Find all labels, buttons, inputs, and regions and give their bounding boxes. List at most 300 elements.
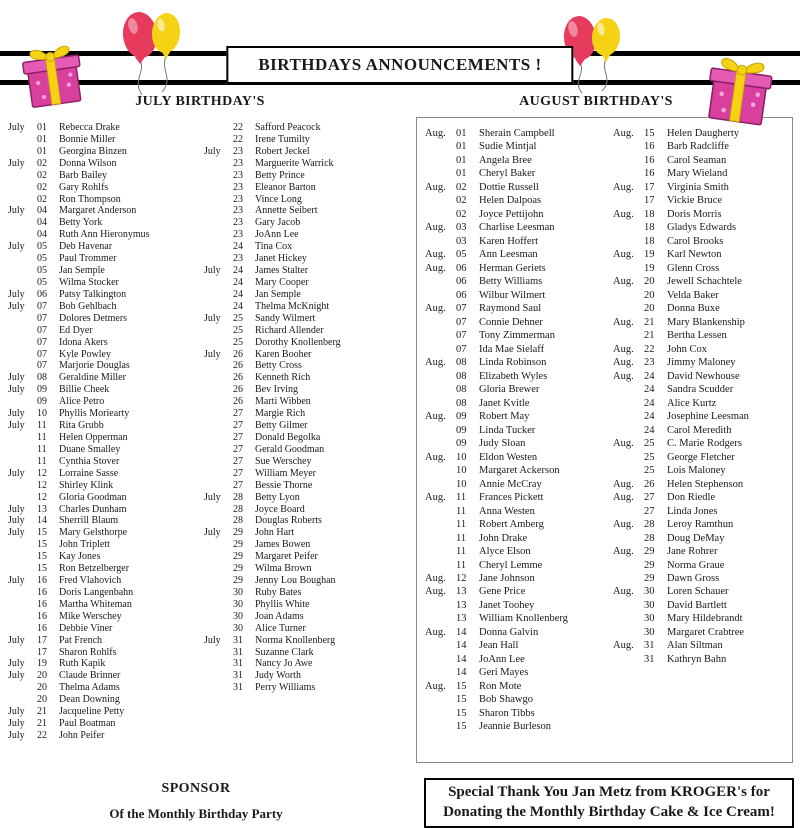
month-label — [425, 518, 456, 531]
month-label — [8, 146, 37, 158]
birthday-row — [425, 707, 607, 720]
birthday-row — [425, 235, 607, 248]
day-label: 29 — [233, 527, 243, 539]
month-label — [425, 208, 456, 221]
august-list-column-1 — [425, 127, 607, 734]
month-label — [613, 167, 644, 180]
day-label: 30 — [644, 599, 655, 611]
day-label: 11 — [37, 420, 47, 432]
name-label: Fred Vlahovich — [59, 575, 122, 587]
month-label: July — [8, 515, 25, 527]
month-label — [204, 623, 233, 635]
name-label: Linda Robinson — [479, 357, 547, 369]
name-label: Ed Dyer — [59, 324, 93, 336]
name-label: Sharon Tibbs — [479, 707, 535, 719]
birthday-row — [8, 670, 202, 682]
day-label: 31 — [233, 634, 243, 646]
birthday-row — [613, 532, 789, 545]
day-label: 23 — [233, 181, 243, 193]
month-label — [425, 666, 456, 679]
month-label — [8, 647, 37, 659]
name-label: Ron Thompson — [59, 193, 121, 205]
birthday-row — [425, 343, 607, 356]
name-label: Helen Stephenson — [667, 478, 744, 490]
birthday-row — [204, 384, 402, 396]
birthday-row — [613, 518, 789, 531]
birthday-row — [613, 221, 789, 234]
name-label: Barb Radcliffe — [667, 141, 729, 153]
birthday-row — [204, 658, 402, 670]
birthday-row — [8, 289, 202, 301]
birthday-row — [8, 325, 202, 337]
day-label: 22 — [644, 343, 655, 355]
name-label: Raymond Saul — [479, 303, 542, 315]
name-label: John Hart — [255, 527, 295, 539]
day-label: 02 — [37, 181, 47, 193]
month-label: July — [8, 300, 25, 312]
birthday-row — [425, 612, 607, 625]
name-label: Norma Knollenberg — [255, 634, 336, 646]
birthday-row — [613, 626, 789, 639]
name-label: Virginia Smith — [667, 181, 729, 193]
name-label: John Peifer — [59, 730, 105, 742]
month-label: July — [8, 157, 25, 169]
name-label: Ann Leesman — [479, 249, 538, 261]
month-label — [204, 217, 233, 229]
month-label — [204, 253, 233, 265]
day-label: 20 — [37, 694, 47, 706]
birthday-row — [204, 205, 402, 217]
birthday-row — [204, 396, 402, 408]
birthday-row — [425, 383, 607, 396]
day-label: 29 — [644, 572, 655, 584]
day-label: 11 — [456, 492, 467, 504]
month-label — [204, 658, 233, 670]
month-label: Aug. — [425, 128, 446, 139]
birthday-row — [425, 302, 607, 315]
month-label — [425, 316, 456, 329]
name-label: Helen Dalpoas — [479, 195, 542, 207]
day-label: 06 — [37, 288, 47, 300]
day-label: 07 — [37, 336, 47, 348]
birthday-row — [8, 563, 202, 575]
birthday-row — [204, 635, 402, 647]
birthday-row — [204, 611, 402, 623]
day-label: 16 — [37, 622, 47, 634]
name-label: Josephine Leesman — [667, 411, 749, 423]
name-label: Norma Graue — [667, 559, 725, 571]
birthday-row — [8, 313, 202, 325]
name-label: Safford Peacock — [255, 122, 321, 133]
birthday-row — [613, 383, 789, 396]
name-label: Sandy Wilmert — [255, 312, 316, 324]
birthday-row — [204, 515, 402, 527]
birthday-row — [8, 170, 202, 182]
day-label: 03 — [456, 222, 467, 234]
day-label: 11 — [456, 505, 467, 517]
birthday-row — [8, 253, 202, 265]
day-label: 24 — [644, 370, 655, 382]
month-label — [613, 329, 644, 342]
birthday-row — [8, 480, 202, 492]
month-label — [204, 468, 233, 480]
month-label — [204, 408, 233, 420]
name-label: Margaret Crabtree — [667, 626, 745, 638]
name-label: Charlise Leesman — [479, 222, 555, 234]
month-label — [8, 611, 37, 623]
month-label: Aug. — [425, 411, 446, 423]
month-label: July — [8, 730, 25, 742]
name-label: Sherain Campbell — [479, 128, 555, 139]
day-label: 19 — [644, 249, 655, 261]
month-label — [425, 599, 456, 612]
birthday-row — [204, 229, 402, 241]
day-label: 23 — [233, 145, 243, 157]
month-label — [204, 599, 233, 611]
month-label — [613, 140, 644, 153]
name-label: Sherrill Blaum — [59, 515, 119, 527]
month-label — [425, 559, 456, 572]
day-label: 17 — [644, 195, 655, 207]
name-label: Eldon Westen — [479, 451, 538, 463]
birthday-row — [8, 146, 202, 158]
month-label — [204, 515, 233, 527]
month-label — [8, 313, 37, 325]
birthday-row — [425, 585, 607, 598]
name-label: Douglas Roberts — [255, 515, 322, 527]
birthday-row — [613, 545, 789, 558]
name-label: Marguerite Warrick — [255, 157, 334, 169]
name-label: Alyce Elson — [479, 546, 531, 558]
day-label: 15 — [37, 539, 47, 551]
name-label: Kathryn Bahn — [667, 653, 727, 665]
month-label: Aug. — [613, 249, 634, 261]
month-label — [8, 444, 37, 456]
birthday-row — [613, 194, 789, 207]
birthday-row — [8, 468, 202, 480]
day-label: 29 — [644, 546, 655, 558]
day-label: 29 — [644, 559, 655, 571]
month-label — [425, 437, 456, 450]
name-label: Ruth Kapik — [59, 658, 106, 670]
day-label: 19 — [37, 658, 47, 670]
day-label: 16 — [37, 610, 47, 622]
month-label — [204, 647, 233, 659]
day-label: 02 — [456, 195, 467, 207]
month-label — [8, 682, 37, 694]
day-label: 25 — [644, 465, 655, 477]
name-label: Claude Brinner — [59, 670, 121, 682]
day-label: 23 — [233, 229, 243, 241]
name-label: Loren Schauer — [667, 586, 729, 598]
day-label: 06 — [456, 276, 467, 288]
birthday-row — [613, 491, 789, 504]
month-label — [204, 360, 233, 372]
month-label: July — [8, 372, 25, 384]
name-label: Charles Dunham — [59, 503, 127, 515]
name-label: Bessie Thorne — [255, 479, 313, 491]
day-label: 27 — [233, 467, 243, 479]
month-label: Aug. — [613, 357, 634, 369]
name-label: Alice Turner — [255, 622, 306, 634]
name-label: Bev Irving — [255, 384, 299, 396]
name-label: Phyllis Moriearty — [59, 408, 130, 420]
day-label: 07 — [37, 300, 47, 312]
birthday-row — [425, 194, 607, 207]
day-label: 04 — [37, 205, 47, 217]
day-label: 13 — [456, 599, 467, 611]
birthday-row — [204, 527, 402, 539]
birthday-row — [8, 229, 202, 241]
month-label — [425, 397, 456, 410]
name-label: Mary Wieland — [667, 168, 728, 180]
month-label: Aug. — [425, 492, 446, 504]
birthday-row — [204, 551, 402, 563]
month-label — [204, 670, 233, 682]
month-label: Aug. — [613, 546, 634, 558]
day-label: 24 — [644, 424, 655, 436]
birthday-row — [425, 505, 607, 518]
birthday-row — [425, 693, 607, 706]
name-label: Margie Rich — [255, 408, 306, 420]
birthday-row — [425, 666, 607, 679]
name-label: Gene Price — [479, 586, 526, 598]
birthday-row — [613, 424, 789, 437]
name-label: Nancy Jo Awe — [255, 658, 313, 670]
month-label — [425, 639, 456, 652]
month-label — [8, 599, 37, 611]
birthday-row — [204, 158, 402, 170]
day-label: 01 — [456, 168, 467, 180]
month-label — [204, 158, 233, 170]
birthday-row — [8, 706, 202, 718]
month-label — [613, 154, 644, 167]
day-label: 27 — [233, 431, 243, 443]
name-label: Janet Kvitle — [479, 397, 530, 409]
month-label: Aug. — [425, 451, 446, 463]
month-label — [204, 301, 233, 313]
birthday-row — [425, 127, 607, 140]
month-label — [613, 194, 644, 207]
name-label: Sandra Scudder — [667, 384, 734, 396]
day-label: 26 — [233, 348, 243, 360]
day-label: 16 — [37, 598, 47, 610]
birthday-row — [425, 599, 607, 612]
name-label: Donald Begolka — [255, 431, 321, 443]
day-label: 31 — [644, 640, 655, 652]
birthday-row — [8, 408, 202, 420]
name-label: Robert Jeckel — [255, 145, 310, 157]
name-label: Angela Bree — [479, 154, 532, 166]
sponsor-block — [36, 781, 356, 822]
day-label: 21 — [37, 706, 47, 718]
day-label: 07 — [37, 324, 47, 336]
birthday-row — [613, 181, 789, 194]
birthday-row — [613, 235, 789, 248]
month-label — [425, 383, 456, 396]
name-label: Gloria Goodman — [59, 491, 127, 503]
day-label: 09 — [37, 384, 47, 396]
day-label: 08 — [456, 357, 467, 369]
month-label: July — [8, 420, 25, 432]
sponsor-title: SPONSOR — [161, 781, 231, 796]
month-label — [425, 167, 456, 180]
month-label: Aug. — [425, 586, 446, 598]
name-label: JoAnn Lee — [479, 653, 525, 665]
name-label: Kyle Powley — [59, 348, 111, 360]
birthday-row — [8, 301, 202, 313]
birthday-row — [204, 432, 402, 444]
day-label: 30 — [233, 586, 243, 598]
name-label: Cynthia Stover — [59, 455, 120, 467]
day-label: 11 — [456, 559, 467, 571]
day-label: 24 — [233, 265, 243, 277]
birthday-row — [425, 181, 607, 194]
name-label: James Stalter — [255, 265, 309, 277]
name-label: Duane Smalley — [59, 443, 121, 455]
birthday-row — [613, 140, 789, 153]
day-label: 26 — [233, 396, 243, 408]
month-label: Aug. — [613, 640, 634, 652]
month-label: Aug. — [613, 492, 634, 504]
day-label: 12 — [37, 467, 47, 479]
name-label: Annie McCray — [479, 478, 542, 490]
name-label: Lorraine Sasse — [59, 467, 119, 479]
month-label — [204, 432, 233, 444]
month-label — [204, 122, 233, 134]
month-label — [204, 563, 233, 575]
month-label — [8, 194, 37, 206]
name-label: Mary Cooper — [255, 276, 309, 288]
month-label — [204, 420, 233, 432]
birthday-row — [204, 682, 402, 694]
month-label: July — [204, 312, 221, 324]
day-label: 15 — [456, 721, 467, 733]
birthday-row — [8, 515, 202, 527]
birthday-row — [425, 491, 607, 504]
month-label — [613, 397, 644, 410]
name-label: Alan Siltman — [667, 640, 723, 652]
birthday-row — [8, 611, 202, 623]
month-label — [613, 383, 644, 396]
day-label: 15 — [37, 563, 47, 575]
name-label: Debbie Viner — [59, 622, 113, 634]
birthday-row — [425, 154, 607, 167]
day-label: 16 — [644, 141, 655, 153]
balloons-icon — [116, 2, 188, 102]
thank-you-line-2: Donating the Monthly Birthday Cake & Ice Cream! — [443, 803, 775, 820]
day-label: 23 — [233, 205, 243, 217]
day-label: 27 — [233, 408, 243, 420]
month-label — [613, 262, 644, 275]
birthday-row — [425, 437, 607, 450]
month-label — [425, 464, 456, 477]
day-label: 26 — [644, 478, 655, 490]
birthday-row — [425, 532, 607, 545]
name-label: Deb Havenar — [59, 241, 113, 253]
day-label: 09 — [456, 411, 467, 423]
birthday-row — [8, 384, 202, 396]
birthday-row — [204, 134, 402, 146]
birthday-row — [204, 587, 402, 599]
day-label: 29 — [233, 575, 243, 587]
birthday-row — [425, 316, 607, 329]
page-title: BIRTHDAYS ANNOUNCEMENTS ! — [226, 46, 573, 84]
month-label: Aug. — [425, 572, 446, 584]
name-label: Betty Cross — [255, 360, 302, 372]
name-label: Cheryl Lemme — [479, 559, 543, 571]
day-label: 18 — [644, 222, 655, 234]
birthday-row — [204, 194, 402, 206]
name-label: Jenny Lou Boughan — [255, 575, 336, 587]
day-label: 26 — [233, 384, 243, 396]
birthday-row — [8, 205, 202, 217]
day-label: 09 — [456, 438, 467, 450]
name-label: Karen Booher — [255, 348, 312, 360]
name-label: Doris Morris — [667, 208, 722, 220]
month-label: July — [8, 718, 25, 730]
name-label: Dean Downing — [59, 694, 120, 706]
day-label: 29 — [233, 551, 243, 563]
birthday-row — [8, 182, 202, 194]
birthday-row — [8, 337, 202, 349]
month-label — [204, 587, 233, 599]
day-label: 15 — [456, 707, 467, 719]
month-label — [425, 343, 456, 356]
month-label — [613, 424, 644, 437]
month-label — [425, 140, 456, 153]
birthday-row — [204, 349, 402, 361]
birthday-row — [8, 456, 202, 468]
name-label: Joan Adams — [255, 610, 304, 622]
name-label: Betty Lyon — [255, 491, 300, 503]
day-label: 21 — [644, 330, 655, 342]
month-label — [425, 532, 456, 545]
day-label: 17 — [37, 646, 47, 658]
day-label: 23 — [233, 253, 243, 265]
name-label: Karen Hoffert — [479, 235, 538, 247]
day-label: 31 — [644, 653, 655, 665]
name-label: Bertha Lessen — [667, 330, 727, 342]
birthday-row — [613, 208, 789, 221]
month-label — [204, 134, 233, 146]
name-label: Glenn Cross — [667, 262, 720, 274]
month-label — [8, 253, 37, 265]
birthday-row — [8, 575, 202, 587]
day-label: 27 — [644, 492, 655, 504]
month-label — [425, 424, 456, 437]
birthday-row — [613, 599, 789, 612]
day-label: 25 — [233, 324, 243, 336]
day-label: 21 — [644, 316, 655, 328]
birthday-row — [204, 360, 402, 372]
month-label: July — [8, 408, 25, 420]
name-label: Jimmy Maloney — [667, 357, 736, 369]
birthday-row — [8, 658, 202, 670]
month-label: July — [204, 145, 221, 157]
month-label: Aug. — [613, 181, 634, 193]
day-label: 24 — [233, 276, 243, 288]
birthday-row — [425, 559, 607, 572]
name-label: Gary Jacob — [255, 217, 301, 229]
day-label: 30 — [233, 610, 243, 622]
day-label: 26 — [233, 360, 243, 372]
day-label: 30 — [233, 622, 243, 634]
name-label: Billie Cheek — [59, 384, 110, 396]
month-label — [204, 337, 233, 349]
name-label: Donna Buxe — [667, 303, 720, 315]
day-label: 05 — [37, 265, 47, 277]
